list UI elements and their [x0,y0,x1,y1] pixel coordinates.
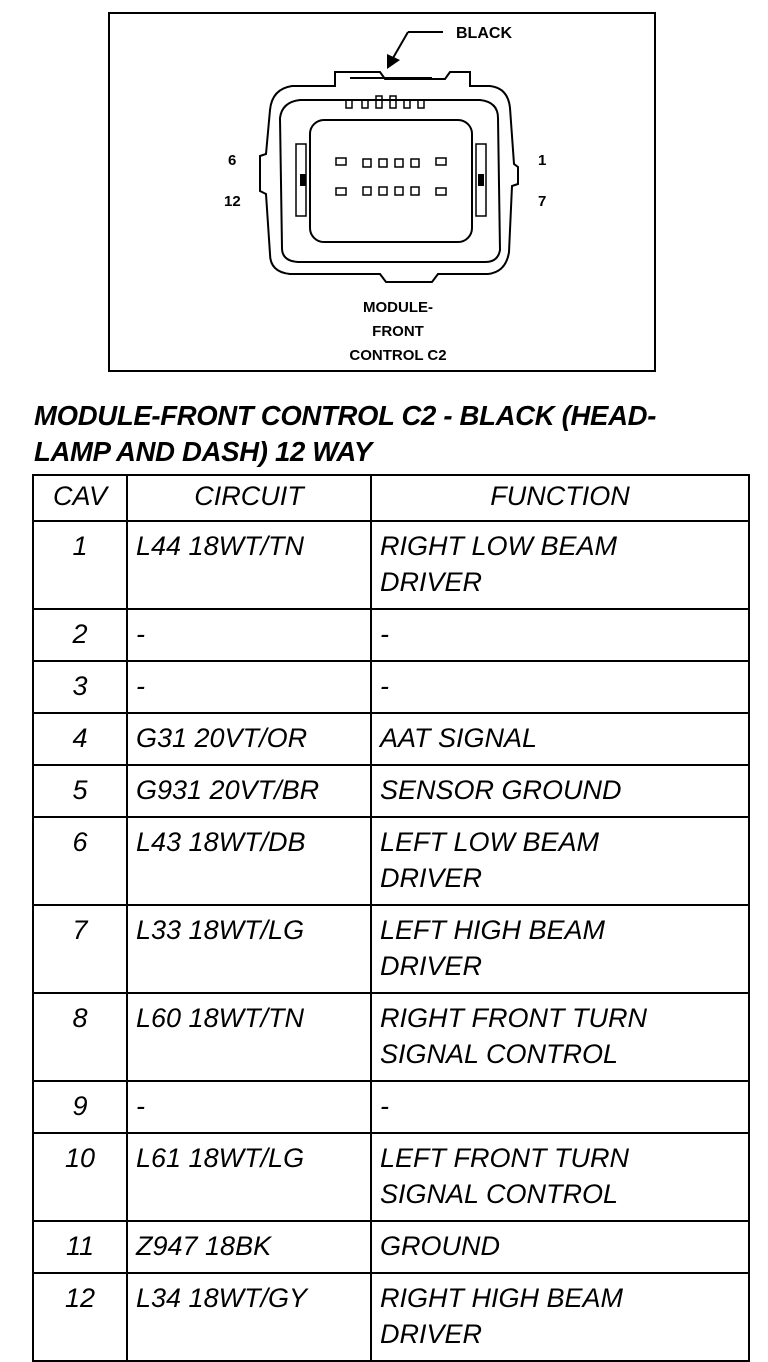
function-line: RIGHT HIGH BEAM [380,1283,624,1313]
connector-drawing [110,14,654,370]
table-row [33,713,749,765]
connector-figure [108,12,656,372]
pin-label-1: 1 [538,152,547,169]
table-row [33,765,749,817]
caption-line-2: FRONT [372,323,424,340]
cav-cell: 7 [33,905,127,993]
caption-line-3: CONTROL C2 [349,347,447,364]
function-cell [371,905,749,993]
function-cell [371,817,749,905]
function-cell [371,1081,749,1133]
table-row [33,817,749,905]
table-row [33,993,749,1081]
function-cell [371,609,749,661]
function-line: SIGNAL CONTROL [380,1039,619,1069]
connector-title [34,398,754,470]
pin-cavity-block [310,120,472,242]
function-line: - [380,1091,389,1121]
circuit-cell: L34 18WT/GY [127,1273,371,1361]
function-line: SENSOR GROUND [380,775,622,805]
table-header-row [33,475,749,521]
circuit-cell: L61 18WT/LG [127,1133,371,1221]
table-row [33,1133,749,1221]
table-row [33,521,749,609]
function-line: - [380,671,389,701]
cav-cell: 10 [33,1133,127,1221]
header-function: FUNCTION [371,475,749,521]
cav-cell: 5 [33,765,127,817]
title-line-2: LAMP AND DASH) 12 WAY [34,436,372,467]
title-line-1: MODULE-FRONT CONTROL C2 - BLACK (HEAD- [34,400,657,431]
function-line: DRIVER [380,1319,483,1349]
cav-cell: 4 [33,713,127,765]
function-cell [371,765,749,817]
cav-cell: 3 [33,661,127,713]
cav-cell: 9 [33,1081,127,1133]
function-line: LEFT LOW BEAM [380,827,600,857]
function-cell [371,1221,749,1273]
function-line: - [380,619,389,649]
function-cell [371,993,749,1081]
circuit-cell: G931 20VT/BR [127,765,371,817]
circuit-cell: - [127,1081,371,1133]
table-row [33,661,749,713]
cav-cell: 1 [33,521,127,609]
function-cell [371,713,749,765]
pin-label-6: 6 [228,152,237,169]
function-line: SIGNAL CONTROL [380,1179,619,1209]
pin-label-12: 12 [224,193,241,210]
caption-line-1: MODULE- [363,299,433,316]
function-cell [371,521,749,609]
header-circuit: CIRCUIT [127,475,371,521]
function-line: RIGHT FRONT TURN [380,1003,647,1033]
cav-cell: 12 [33,1273,127,1361]
circuit-cell: L43 18WT/DB [127,817,371,905]
pin-label-7: 7 [538,193,547,210]
function-cell [371,1273,749,1361]
function-line: DRIVER [380,863,483,893]
table-row [33,1273,749,1361]
cav-cell: 8 [33,993,127,1081]
cav-cell: 6 [33,817,127,905]
function-line: LEFT HIGH BEAM [380,915,606,945]
function-line: LEFT FRONT TURN [380,1143,629,1173]
circuit-cell: - [127,609,371,661]
cav-cell: 2 [33,609,127,661]
table-row [33,905,749,993]
circuit-cell: G31 20VT/OR [127,713,371,765]
function-line: AAT SIGNAL [380,723,538,753]
circuit-cell: - [127,661,371,713]
table-row [33,1081,749,1133]
function-cell [371,1133,749,1221]
pinout-table [32,474,750,1362]
circuit-cell: L44 18WT/TN [127,521,371,609]
pointer-label: BLACK [456,25,512,42]
function-line: GROUND [380,1231,500,1261]
table-row [33,609,749,661]
cav-cell: 11 [33,1221,127,1273]
table-row [33,1221,749,1273]
circuit-cell: Z947 18BK [127,1221,371,1273]
function-line: RIGHT LOW BEAM [380,531,618,561]
function-line: DRIVER [380,567,483,597]
function-cell [371,661,749,713]
circuit-cell: L33 18WT/LG [127,905,371,993]
function-line: DRIVER [380,951,483,981]
circuit-cell: L60 18WT/TN [127,993,371,1081]
header-cav: CAV [33,475,127,521]
